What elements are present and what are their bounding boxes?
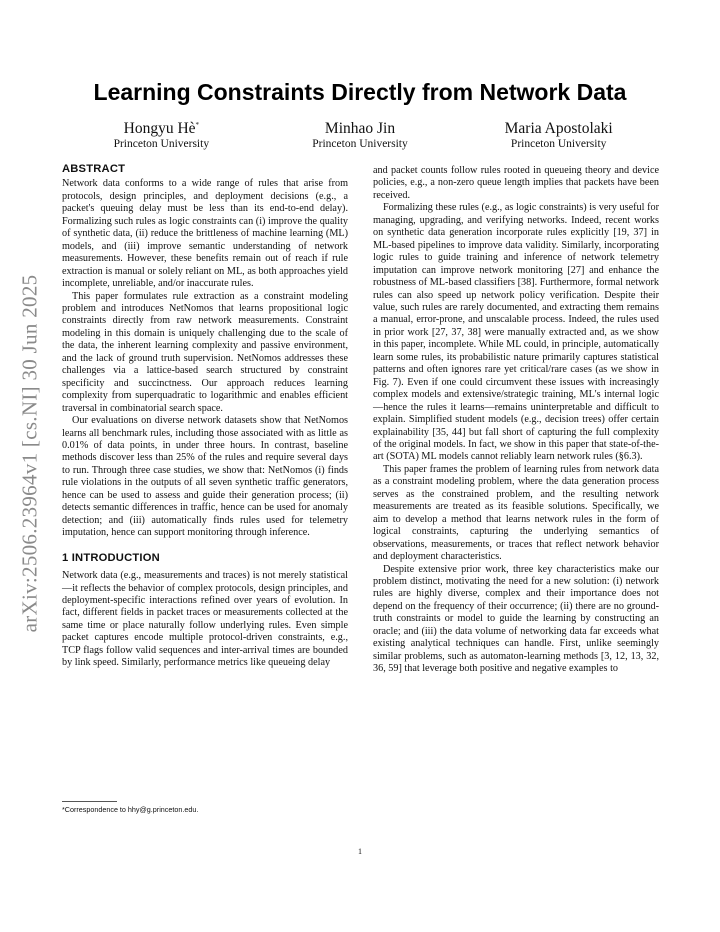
author-name: Maria Apostolaki bbox=[504, 120, 613, 137]
author-name: Minhao Jin bbox=[324, 120, 396, 137]
abstract-paragraph: Network data conforms to a wide range of rules that arise from protocols, design principles, and deployment decisions (e.g., a packet's queuing delay must be less than its end-to-end delay). Formalizing such rules as logic constraints can (i) improve the quality of synthetic data, (ii) reduce the brittleness of machine learning (ML) models, and (iii) improve semantic understanding of network measurements. However, these benefits remain out of reach if rule extraction is manual or solely reliant on ML, as both approaches yield incomplete, unreliable, and/or inaccurate rules. bbox=[62, 178, 348, 290]
intro-paragraph: Despite extensive prior work, three key characteristics make our problem distinct, motivating the need for a new solution: (i) network rules are highly diverse, complex and their importance does not depend on the frequency of their occurrence; (ii) there are no ground-truth constraints or model to guide the learning by constructing an oracle; and (iii) the data volume of networking data far exceeds what existing analytical techniques can handle. First, unlike seemingly similar problems, such as automaton-learning methods [3, 12, 13, 32, 36, 59] that leverage both positive and negative examples to bbox=[373, 563, 659, 675]
abstract-paragraph: Our evaluations on diverse network datasets show that NetNomos learns all benchmark rules, including those associated with as little as 0.01% of data points, in under three hours. In contrast, baseline methods discover less than 25% of the rules and require several days to run. Through three case studies, we show that: NetNomos (i) finds rule violations in the outputs of all seven synthetic traffic generators, hence can be used to assess and guide their generation process; (ii) detects semantic differences in traffic, hence can be used for anomaly detection; and (iii) automatically finds rules used for telemetry imputation, hence can support monitoring through inference. bbox=[62, 415, 348, 539]
left-column bbox=[62, 163, 348, 670]
author-block bbox=[62, 120, 658, 151]
introduction-heading: 1 INTRODUCTION bbox=[62, 551, 160, 564]
footnote-rule bbox=[62, 801, 117, 802]
intro-paragraph: and packet counts follow rules rooted in queueing theory and device policies, e.g., a non-zero queue length implies that packets have been received. bbox=[373, 165, 659, 201]
author-2 bbox=[261, 120, 460, 151]
author-mark: * bbox=[195, 120, 200, 129]
right-column bbox=[373, 165, 659, 676]
footnote-text: *Correspondence to hhy@g.princeton.edu. bbox=[62, 805, 199, 814]
paper-title: Learning Constraints Directly from Network Data bbox=[93, 79, 627, 105]
footnote bbox=[62, 801, 348, 814]
author-affiliation: Princeton University bbox=[113, 138, 210, 150]
intro-paragraph: Network data (e.g., measurements and traces) is not merely statistical—it reflects the behavior of complex protocols, design principles, and deployment-specific interactions refined over years of evolution. In fact, different fields in packet traces or measurements collected at the same time or place naturally follow underlying rules. Even simple packet captures encode multiple protocol-driven constraints, e.g., TCP flags follow valid sequences and inter-arrival times are bounded by link speed. Similarly, performance metrics like queueing delay bbox=[62, 570, 348, 669]
author-1 bbox=[62, 120, 261, 151]
page-number: 1 bbox=[358, 847, 362, 856]
author-affiliation: Princeton University bbox=[510, 138, 607, 150]
intro-paragraph: This paper frames the problem of learning rules from network data as a constraint modeling problem, where the data generation process serves as the constrained problem, and the resulting network measurements are treated as its feasible solutions. Specifically, we aim to develop a method that learns network rules in the form of logical constraints, capturing the underlying semantics of observations, measurements, or traces that reflect network behavior and deployment characteristics. bbox=[373, 463, 659, 563]
author-3 bbox=[459, 120, 658, 151]
arxiv-stamp: arXiv:2506.23964v1 [cs.NI] 30 Jun 2025 bbox=[17, 274, 42, 632]
abstract-heading: ABSTRACT bbox=[62, 163, 126, 175]
author-name: Hongyu Hè bbox=[123, 120, 196, 137]
author-affiliation: Princeton University bbox=[312, 138, 408, 150]
intro-paragraph: Formalizing these rules (e.g., as logic constraints) is very useful for managing, upgrading, and verifying networks. Indeed, recent works on synthetic data generation incorporate rules explicitly [19, 37] in ML-based pipelines to improve data validity. Similarly, incorporating logic rules to guide training and inference of network telemetry imputation can improve network monitoring [27] and enhance the robustness of ML-based classifiers [38]. Furthermore, formal network rules can also speed up network policy verification. Despite their value, such rules are rarely documented, and extracting them remains a manual, error-prone, and unscalable process. Indeed, the rules used in prior work [27, 37, 38] were manually extracted and, as we show in this paper, incomplete. While ML could, in principle, automatically learn some rules, its probabilistic nature primarily captures statistical patterns and often ignores rare yet critical/rare cases (as we show in Fig. 7). Even if one could circumvent these issues with increasingly complex models and extensive/strategic training, ML's internal logic—hence the rules it learns—remains uninterpretable and difficult to explain. Simplified student models (e.g., decision trees) offer certain explainability [35, 44] but fall short of capturing the full complexity of the original models. In fact, we show in this paper that state-of-the-art (SOTA) ML models cannot reliably learn network rules (§6.3). bbox=[373, 202, 659, 463]
abstract-paragraph: This paper formulates rule extraction as a constraint modeling problem and introduces NetNomos that learns propositional logic constraints directly from raw network measurements. Constraint modeling in this domain is uniquely challenging due to the scale of the data, the inherent learning complexity and passive environment, and the lack of ground truth supervision. NetNomos addresses these challenges via a lattice-based search structured by constraint specificity and succinctness. Our approach reduces learning complexity from superquadratic to logarithmic and enables efficient traversal in combinatorial search space. bbox=[62, 290, 348, 414]
